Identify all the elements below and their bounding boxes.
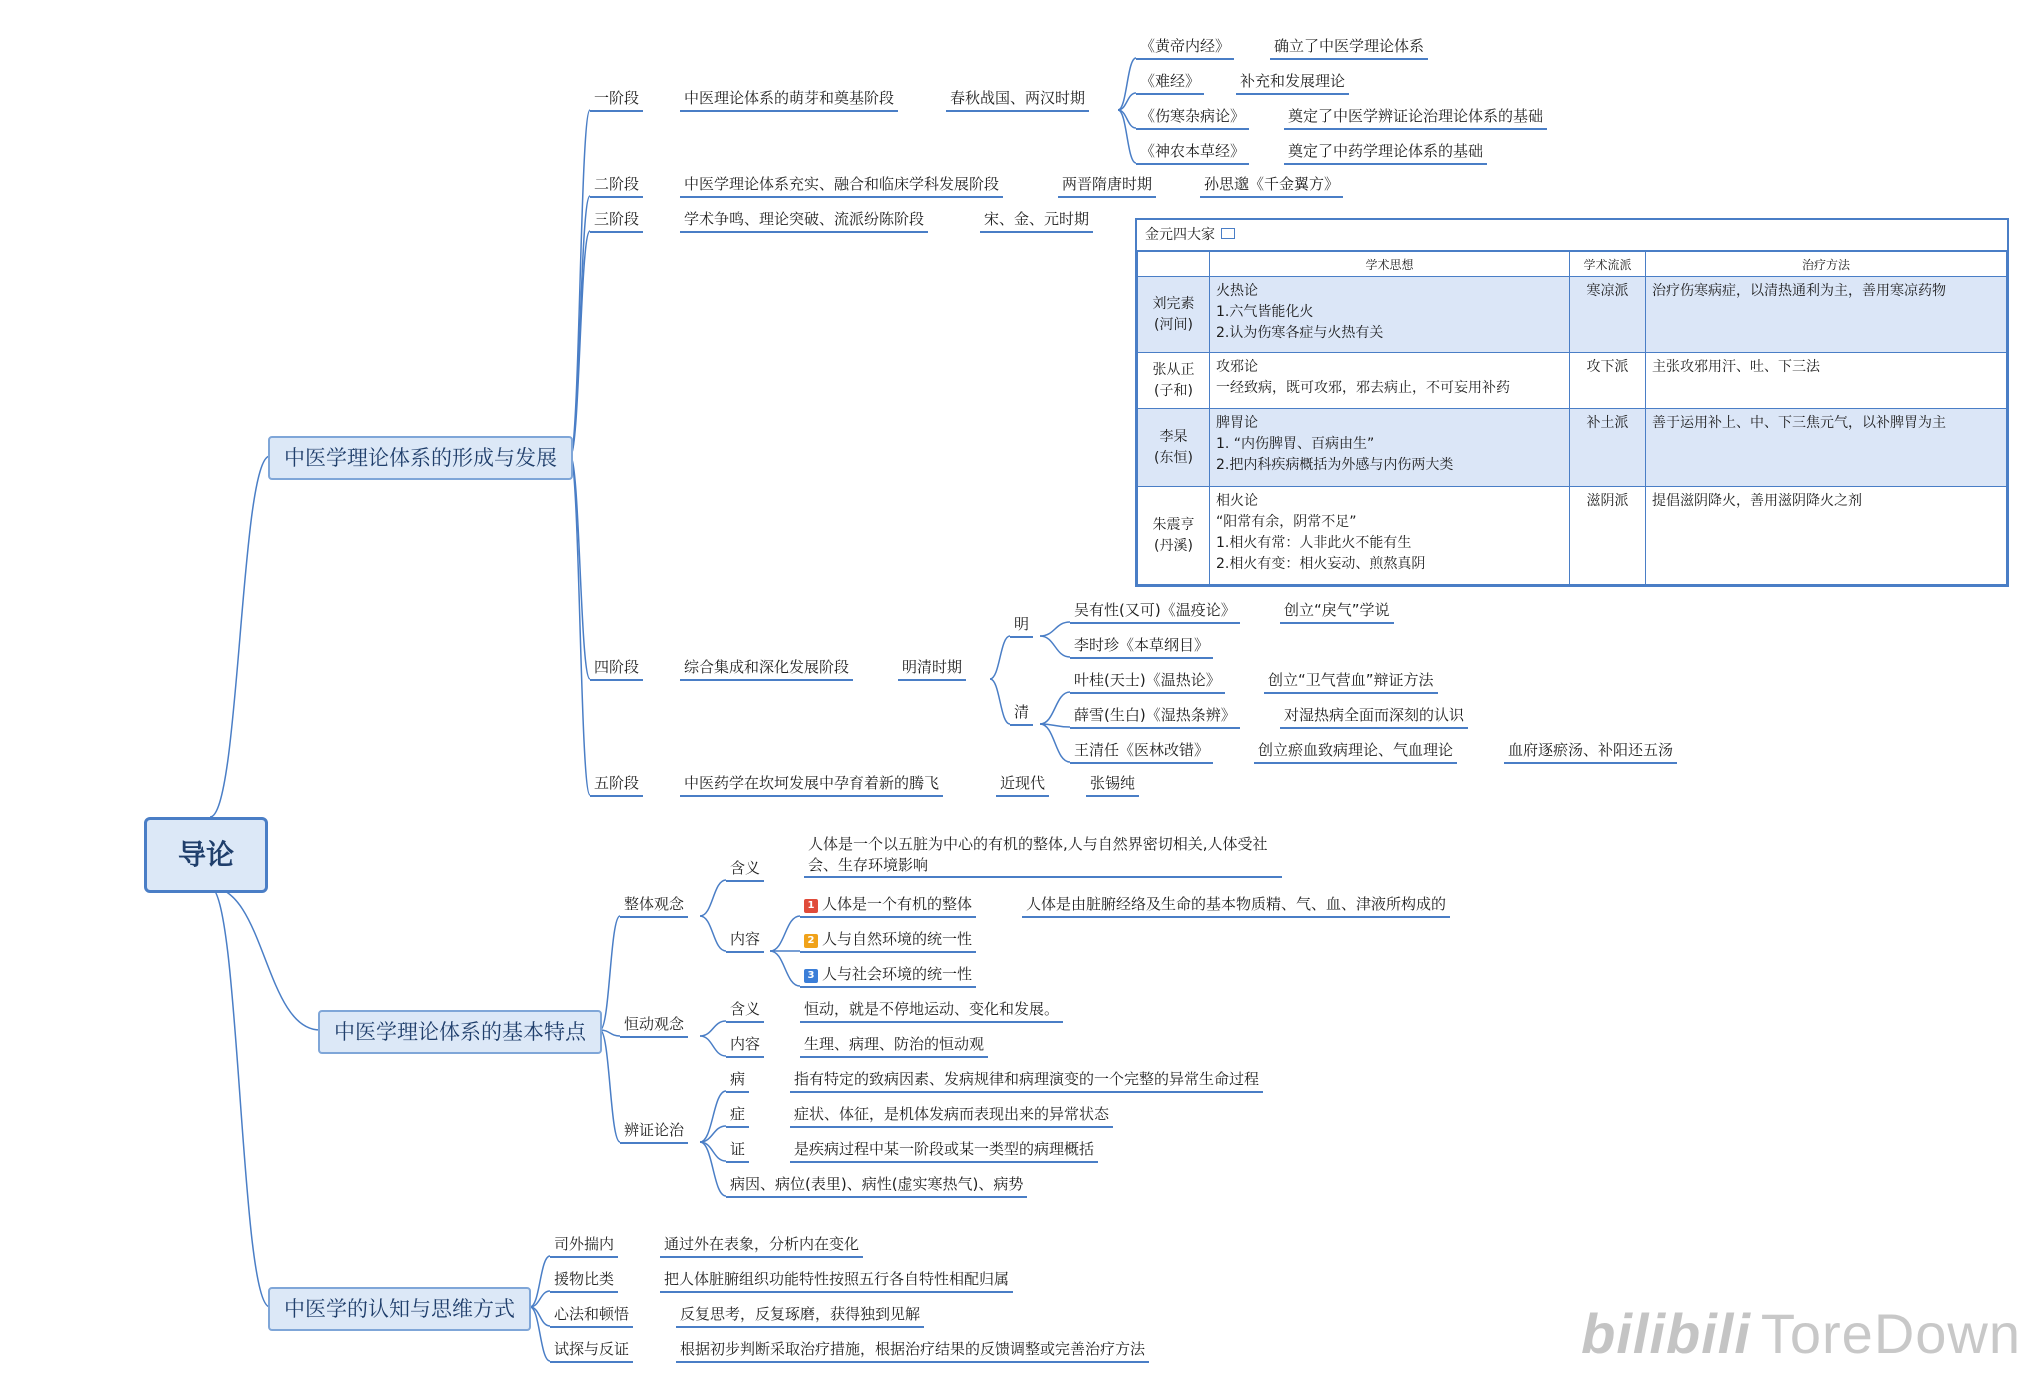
- scholar-alias: (丹溪): [1154, 537, 1193, 554]
- table-header: 学术流派: [1570, 252, 1646, 277]
- constancy-value[interactable]: 生理、病理、防治的恒动观: [800, 1032, 988, 1058]
- method-value[interactable]: 把人体脏腑组织功能特性按照五行各自特性相配归属: [660, 1267, 1013, 1293]
- qing-item[interactable]: 王清任《医林改错》: [1070, 738, 1213, 764]
- priority-3-icon: 3: [804, 969, 818, 983]
- stage-desc[interactable]: 中医理论体系的萌芽和奠基阶段: [680, 86, 898, 112]
- priority-1-icon: 1: [804, 899, 818, 913]
- syndrome-value[interactable]: 症状、体征，是机体发病而表现出来的异常状态: [790, 1102, 1113, 1128]
- jin-yuan-table[interactable]: [1135, 218, 2009, 587]
- qing-note[interactable]: 创立“卫气营血”辩证方法: [1264, 668, 1438, 694]
- scholar-alias: (东恒): [1154, 449, 1193, 466]
- connector: [990, 636, 1010, 679]
- syndrome-value[interactable]: 是疾病过程中某一阶段或某一类型的病理概括: [790, 1137, 1098, 1163]
- stage-label[interactable]: 四阶段: [590, 655, 643, 681]
- note-icon[interactable]: [1221, 228, 1235, 239]
- classic-book[interactable]: 《伤寒杂病论》: [1136, 104, 1249, 130]
- connector: [570, 196, 590, 456]
- table-row: [1138, 487, 2007, 585]
- scholar-cell: [1138, 409, 1210, 487]
- connector: [210, 887, 320, 1030]
- connector: [770, 916, 800, 951]
- connector: [600, 1030, 620, 1142]
- idea-line: “阳常有余，阴常不足”: [1216, 514, 1357, 530]
- idea-line: 攻邪论: [1216, 359, 1258, 375]
- connector: [570, 456, 590, 795]
- watermark: [1581, 1301, 2021, 1366]
- branch-formation[interactable]: 中医学理论体系的形成与发展: [268, 436, 573, 480]
- method-cell: 治疗伤寒病症，以清热通利为主，善用寒凉药物: [1646, 277, 2007, 353]
- ming-item[interactable]: 李时珍《本草纲目》: [1070, 633, 1213, 659]
- idea-line: 一经致病，既可攻邪，邪去病止，不可妄用补药: [1216, 380, 1510, 396]
- scholar-cell: [1138, 353, 1210, 409]
- method-value[interactable]: 根据初步判断采取治疗措施，根据治疗结果的反馈调整或完善治疗方法: [676, 1337, 1149, 1363]
- table-header: 治疗方法: [1646, 252, 2007, 277]
- scholar-name: 朱震亨: [1152, 516, 1195, 533]
- holism-content-text: 人体是一个有机的整体: [822, 895, 973, 913]
- stage-label[interactable]: 二阶段: [590, 172, 643, 198]
- connector: [210, 456, 270, 817]
- scholar-alias: (河间): [1154, 316, 1193, 333]
- classic-book[interactable]: 《难经》: [1136, 69, 1204, 95]
- stage-extra[interactable]: 张锡纯: [1086, 771, 1139, 797]
- classic-book[interactable]: 《黄帝内经》: [1136, 34, 1234, 60]
- idea-cell: [1210, 487, 1570, 585]
- stage-period[interactable]: 明清时期: [898, 655, 966, 681]
- connector: [700, 1036, 726, 1056]
- connector: [990, 679, 1010, 724]
- scholar-name: 刘完素: [1152, 295, 1195, 312]
- idea-cell: [1210, 409, 1570, 487]
- ming-node[interactable]: 明: [1010, 612, 1033, 638]
- method-cell: 善于运用补上、中、下三焦元气，以补脾胃为主: [1646, 409, 2007, 487]
- idea-line: 1. “内伤脾胃、百病由生”: [1216, 436, 1375, 452]
- holism-content-note[interactable]: 人体是由脏腑经络及生命的基本物质精、气、血、津液所构成的: [1022, 892, 1450, 918]
- priority-2-icon: 2: [804, 934, 818, 948]
- connector: [570, 110, 590, 456]
- method-key[interactable]: 援物比类: [550, 1267, 618, 1293]
- idea-line: 火热论: [1216, 283, 1258, 299]
- syndrome-value[interactable]: 指有特定的致病因素、发病规律和病理演变的一个完整的异常生命过程: [790, 1067, 1263, 1093]
- scholar-cell: [1138, 487, 1210, 585]
- method-cell: 提倡滋阴降火，善用滋阴降火之剂: [1646, 487, 2007, 585]
- connector: [700, 916, 726, 951]
- holism-content-item[interactable]: [800, 892, 976, 918]
- connector: [700, 1142, 726, 1196]
- method-key[interactable]: 试探与反证: [550, 1337, 633, 1363]
- syndrome-key[interactable]: 病因、病位(表里)、病性(虚实寒热气)、病势: [726, 1172, 1027, 1198]
- table-caption: [1137, 220, 2007, 251]
- school-cell: 寒凉派: [1570, 277, 1646, 353]
- stage-period[interactable]: 近现代: [996, 771, 1049, 797]
- qing-note[interactable]: 创立瘀血致病理论、气血理论: [1254, 738, 1457, 764]
- bilibili-logo: bilibili: [1581, 1302, 1751, 1365]
- idea-line: 2.认为伤寒各症与火热有关: [1216, 325, 1384, 341]
- idea-line: 2.把内科疾病概括为外感与内伤两大类: [1216, 457, 1454, 473]
- stage-period[interactable]: 宋、金、元时期: [980, 207, 1093, 233]
- connector: [700, 1021, 726, 1036]
- qing-extra[interactable]: 血府逐瘀汤、补阳还五汤: [1504, 738, 1677, 764]
- syndrome-key[interactable]: 病: [726, 1067, 749, 1093]
- school-cell: 补土派: [1570, 409, 1646, 487]
- idea-line: 2.相火有变：相火妄动、煎熬真阴: [1216, 556, 1426, 572]
- stage-extra[interactable]: 孙思邈《千金翼方》: [1200, 172, 1343, 198]
- constancy-key[interactable]: 含义: [726, 997, 764, 1023]
- stage-desc[interactable]: 综合集成和深化发展阶段: [680, 655, 853, 681]
- ming-note[interactable]: 创立“戾气”学说: [1280, 598, 1394, 624]
- idea-line: 脾胃论: [1216, 415, 1258, 431]
- classic-note[interactable]: 确立了中医学理论体系: [1270, 34, 1428, 60]
- idea-line: 相火论: [1216, 493, 1258, 509]
- school-cell: 攻下派: [1570, 353, 1646, 409]
- meaning-label[interactable]: 含义: [726, 856, 764, 882]
- holism-node[interactable]: 整体观念: [620, 892, 688, 918]
- table-header: 学术思想: [1210, 252, 1570, 277]
- scholar-name: 李杲: [1159, 428, 1188, 445]
- stage-label[interactable]: 一阶段: [590, 86, 643, 112]
- root-node[interactable]: 导论: [144, 817, 268, 893]
- stage-desc[interactable]: 中医药学在坎坷发展中孕育着新的腾飞: [680, 771, 943, 797]
- connector: [1040, 622, 1070, 636]
- holism-content-text: 人与社会环境的统一性: [822, 965, 973, 983]
- idea-line: 1.六气皆能化火: [1216, 304, 1314, 320]
- method-cell: 主张攻邪用汗、吐、下三法: [1646, 353, 2007, 409]
- holism-content-item[interactable]: [800, 962, 976, 988]
- school-cell: 滋阴派: [1570, 487, 1646, 585]
- watermark-text: ToreDown: [1760, 1302, 2021, 1365]
- classic-note[interactable]: 奠定了中药学理论体系的基础: [1284, 139, 1487, 165]
- connector: [600, 916, 620, 1030]
- classic-book[interactable]: 《神农本草经》: [1136, 139, 1249, 165]
- classic-note[interactable]: 奠定了中医学辨证论治理论体系的基础: [1284, 104, 1547, 130]
- qing-note[interactable]: 对湿热病全面而深刻的认识: [1280, 703, 1468, 729]
- content-label[interactable]: 内容: [726, 927, 764, 953]
- syndrome-node[interactable]: 辨证论治: [620, 1118, 688, 1144]
- idea-cell: [1210, 277, 1570, 353]
- syndrome-key[interactable]: 证: [726, 1137, 749, 1163]
- constancy-key[interactable]: 内容: [726, 1032, 764, 1058]
- table-row: [1138, 353, 2007, 409]
- syndrome-key[interactable]: 症: [726, 1102, 749, 1128]
- holism-content-item[interactable]: [800, 927, 976, 953]
- ming-item[interactable]: 吴有性(又可)《温疫论》: [1070, 598, 1240, 624]
- qing-item[interactable]: 薛雪(生白)《湿热条辨》: [1070, 703, 1240, 729]
- table-row: [1138, 277, 2007, 353]
- branch-features[interactable]: 中医学理论体系的基本特点: [318, 1010, 602, 1054]
- table-header: [1138, 252, 1210, 277]
- qing-node[interactable]: 清: [1010, 700, 1033, 726]
- stage-label[interactable]: 三阶段: [590, 207, 643, 233]
- method-key[interactable]: 司外揣内: [550, 1232, 618, 1258]
- constancy-value[interactable]: 恒动，就是不停地运动、变化和发展。: [800, 997, 1063, 1023]
- qing-item[interactable]: 叶桂(天士)《温热论》: [1070, 668, 1225, 694]
- method-key[interactable]: 心法和顿悟: [550, 1302, 633, 1328]
- connector: [770, 951, 800, 986]
- scholar-cell: [1138, 277, 1210, 353]
- connector: [1040, 692, 1070, 724]
- constancy-node[interactable]: 恒动观念: [620, 1012, 688, 1038]
- idea-cell: [1210, 353, 1570, 409]
- stage-period[interactable]: 春秋战国、两汉时期: [946, 86, 1089, 112]
- branch-cognition[interactable]: 中医学的认知与思维方式: [268, 1287, 531, 1331]
- stage-desc[interactable]: 学术争鸣、理论突破、流派纷陈阶段: [680, 207, 928, 233]
- scholar-alias: (子和): [1154, 382, 1193, 399]
- connector: [1040, 724, 1070, 762]
- classic-note[interactable]: 补充和发展理论: [1236, 69, 1349, 95]
- idea-line: 1.相火有常：人非此火不能有生: [1216, 535, 1412, 551]
- scholar-name: 张从正: [1152, 361, 1195, 378]
- method-value[interactable]: 反复思考，反复琢磨，获得独到见解: [676, 1302, 924, 1328]
- table-caption-text: 金元四大家: [1145, 227, 1215, 243]
- method-value[interactable]: 通过外在表象，分析内在变化: [660, 1232, 863, 1258]
- table-row: [1138, 409, 2007, 487]
- table-header-row: [1138, 252, 2007, 277]
- stage-period[interactable]: 两晋隋唐时期: [1058, 172, 1156, 198]
- connector: [700, 880, 726, 916]
- holism-meaning[interactable]: 人体是一个以五脏为中心的有机的整体,人与自然界密切相关,人体受社会、生存环境影响: [804, 834, 1282, 878]
- connector: [1040, 636, 1070, 657]
- stage-desc[interactable]: 中医学理论体系充实、融合和临床学科发展阶段: [680, 172, 1003, 198]
- stage-label[interactable]: 五阶段: [590, 771, 643, 797]
- holism-content-text: 人与自然环境的统一性: [822, 930, 973, 948]
